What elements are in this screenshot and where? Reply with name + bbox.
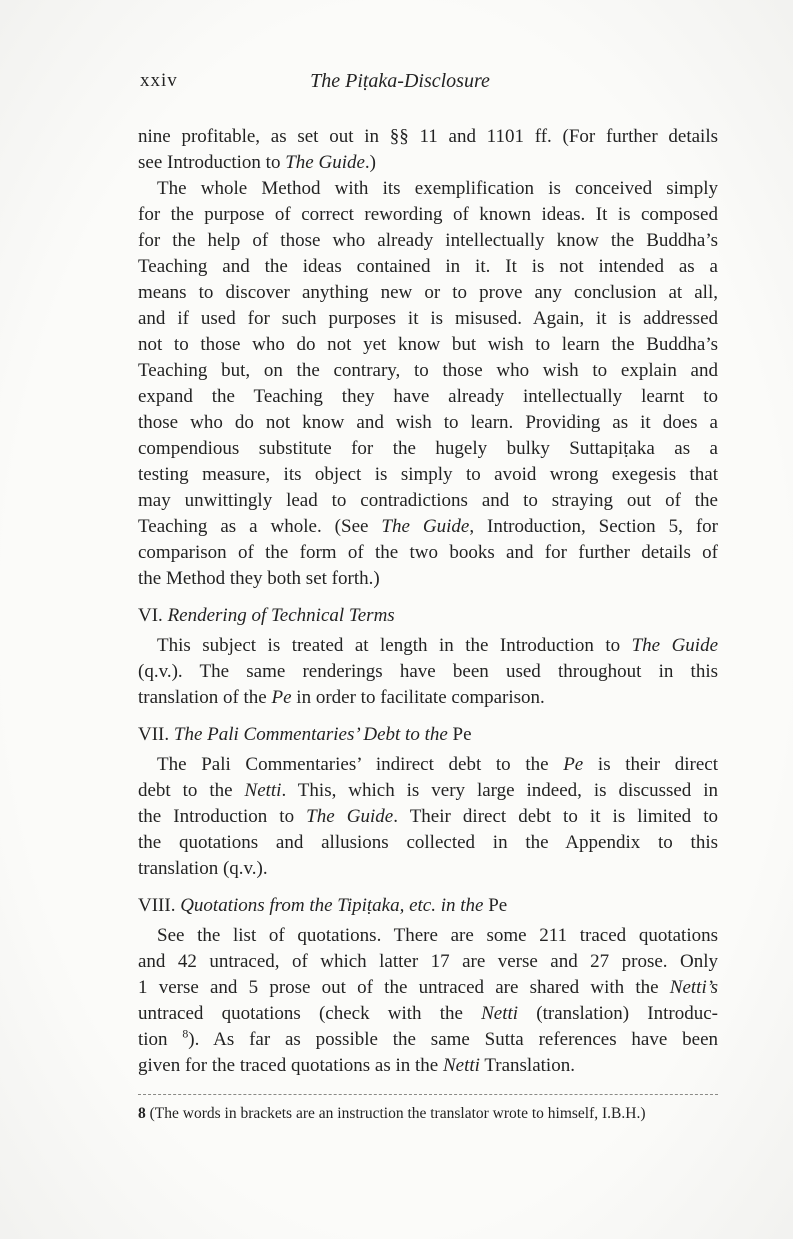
footnote: 8 (The words in brackets are an instruction the translator wrote to himself, I.B.H.)	[138, 1105, 646, 1122]
running-title: The Piṭaka-Disclosure	[310, 70, 490, 92]
text-block	[138, 68, 718, 1124]
paragraph-continuation: nine profitable, as set out in §§ 11 and 1101 ff. (For further details see Introduction to The Guide.)	[138, 126, 718, 173]
footnote-rule	[138, 1094, 718, 1095]
section-viii-paragraph: See the list of quotations. There are some 211 traced quotations and 42 untraced, of which latter 17 are verse and 27 prose. Only 1 verse and 5 prose out of the untraced are shared with the Netti’s untraced quotations (check with the Netti (translation) Introduc- tion $^8$). As far as possible the same Sutta references have been given for the traced quotations as in the Netti Translation.	[138, 925, 718, 1076]
page-header	[138, 68, 718, 94]
paragraph-method: The whole Method with its exemplification is conceived simply for the purpose of correct rewording of known ideas. It is composed for the help of those who already intellectually know the Buddha’s Teaching and the ideas contained in it. It is not intended as a means to discover anything new or to prove any conclusion at all, and if used for such purposes it is misused. Again, it is addressed not to those who do not yet know but wish to learn the Buddha’s Teaching but, on the contrary, to those who wish to explain and expand the Teaching they have already intellectually learnt to those who do not know and wish to learn. Providing as it does a compendious substitute for the hugely bulky Suttapiṭaka as a testing measure, its object is simply to avoid wrong exegesis that may unwittingly lead to contradictions and to straying out of the Teaching as a whole. (See The Guide, Introduction, Section 5, for comparison of the form of the two books and for further details of the Method they both set forth.)	[138, 178, 719, 589]
section-heading-vii: VII. The Pali Commentaries’ Debt to the Pe	[138, 724, 472, 745]
section-vii-paragraph: The Pali Commentaries’ indirect debt to the Pe is their direct debt to the Netti. This, which is very large indeed, is discussed in the Introduction to The Guide. Their direct debt to it is limited to the quotations and allusions collected in the Appendix to this translation (q.v.).	[138, 754, 718, 879]
section-vi-paragraph: This subject is treated at length in the Introduction to The Guide (q.v.). The same renderings have been used throughout in this translation of the Pe in order to facilitate comparison.	[138, 635, 718, 708]
page-number: xxiv	[140, 70, 178, 91]
section-heading-viii: VIII. Quotations from the Tipiṭaka, etc. in the Pe	[138, 895, 508, 916]
section-heading-vi: VI. Rendering of Technical Terms	[138, 605, 395, 626]
